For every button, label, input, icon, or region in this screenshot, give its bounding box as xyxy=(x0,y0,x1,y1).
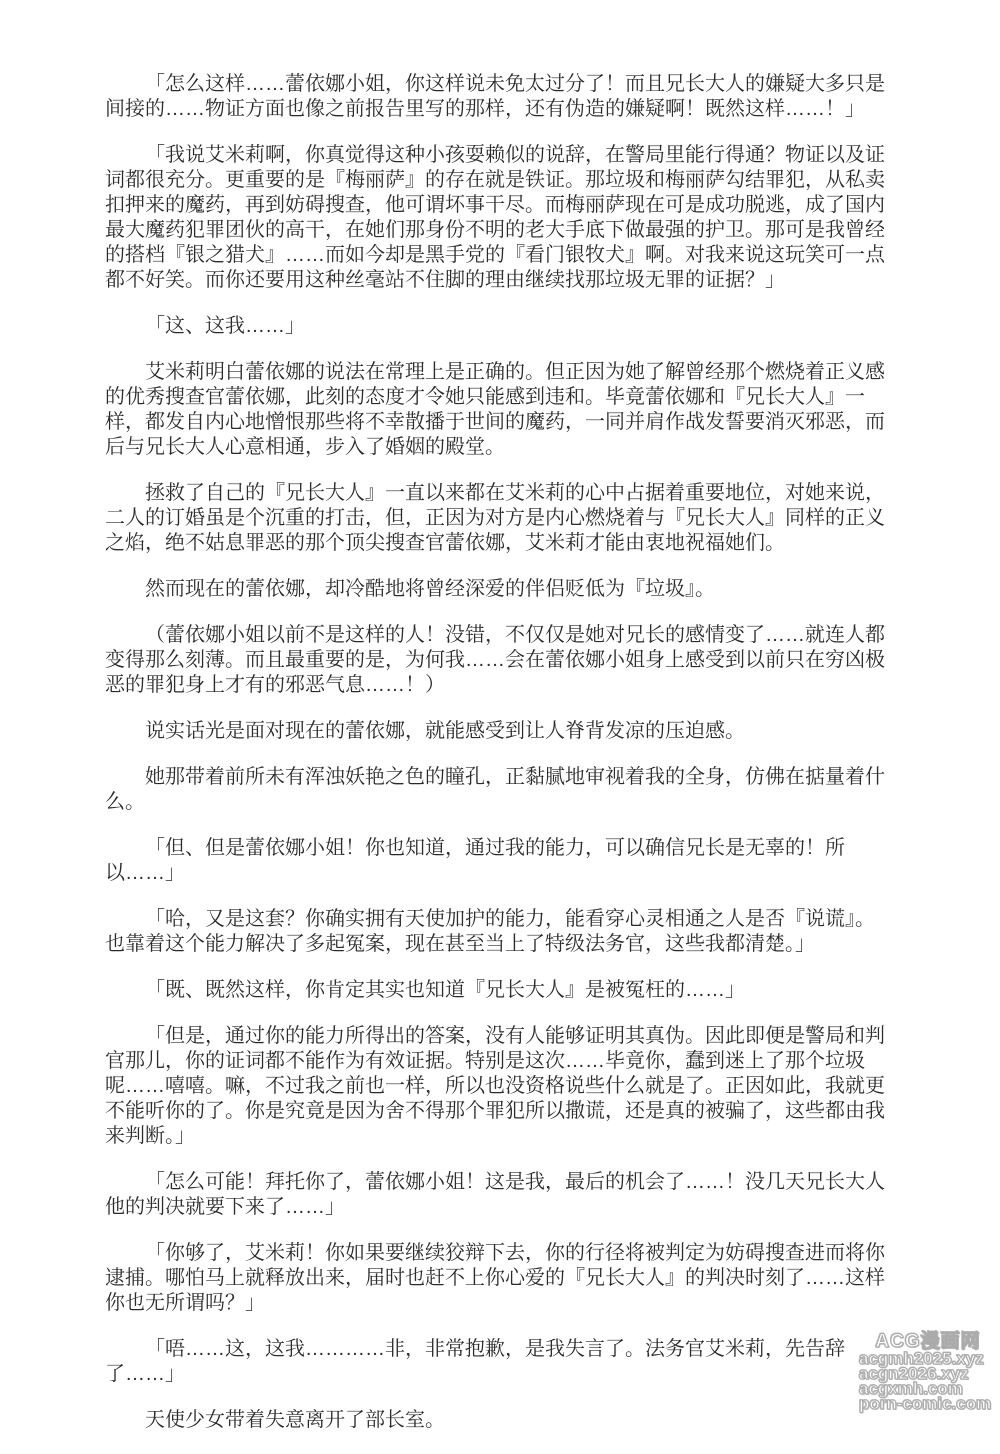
watermark-url: porn-comic.com xyxy=(859,1394,992,1413)
paragraph-16: 「唔……这，这我…………非，非常抱歉，是我失言了。法务官艾米莉，先告辞了……」 xyxy=(105,1338,845,1385)
paragraph-6: 然而现在的蕾依娜，却冷酷地将曾经深爱的伴侣贬低为『垃圾』。 xyxy=(145,578,715,600)
site-watermark xyxy=(859,1333,997,1411)
paragraph-17: 天使少女带着失意离开了部长室。 xyxy=(145,1409,445,1431)
paragraph-11: 「哈，又是这套？你确实拥有天使加护的能力，能看穿心灵相通之人是否『说谎』。也靠着这个能力解决了多起冤案，现在甚至当上了特级法务官，这些我都清楚。」 xyxy=(105,908,875,955)
paragraph-7: （蕾依娜小姐以前不是这样的人！没错，不仅仅是她对兄长的感情变了……就连人都变得那么刻薄。而且最重要的是，为何我……会在蕾依娜小姐身上感受到以前只在穷凶极恶的罪犯身上才有的邪恶气息……！） xyxy=(105,624,885,696)
novel-text-page xyxy=(105,72,889,1454)
paragraph-9: 她那带着前所未有浑浊妖艳之色的瞳孔，正黏腻地审视着我的全身，仿佛在掂量着什么。 xyxy=(105,766,885,813)
watermark-url: acgmh2025.xyz xyxy=(859,1349,984,1368)
paragraph-15: 「你够了，艾米莉！你如果要继续狡辩下去，你的行径将被判定为妨碍搜查进而将你逮捕。哪怕马上就释放出来，届时也赶不上你心爱的『兄长大人』的判决时刻了……这样你也无所谓吗？」 xyxy=(105,1242,885,1314)
paragraph-10: 「但、但是蕾依娜小姐！你也知道，通过我的能力，可以确信兄长是无辜的！所以……」 xyxy=(105,837,845,884)
paragraph-14: 「怎么可能！拜托你了，蕾依娜小姐！这是我，最后的机会了……！没几天兄长大人他的判决就要下来了……」 xyxy=(105,1171,885,1218)
paragraph-1: 「怎么这样……蕾依娜小姐，你这样说未免太过分了！而且兄长大人的嫌疑大多只是间接的……物证方面也像之前报告里写的那样，还有伪造的嫌疑啊！既然这样……！」 xyxy=(105,73,885,120)
paragraph-2: 「我说艾米莉啊，你真觉得这种小孩耍赖似的说辞，在警局里能行得通？物证以及证词都很充分。更重要的是『梅丽萨』的存在就是铁证。那垃圾和梅丽萨勾结罪犯，从私卖扣押来的魔药，再到妨碍搜查，他可谓坏事干尽。而梅丽萨现在可是成功脱逃，成了国内最大魔药犯罪团伙的高干，在她们那身份不明的老大手底下做最强的护卫。那可是我曾经的搭档『银之猎犬』……而如今却是黑手党的『看门银牧犬』啊。对我来说这玩笑可一点都不好笑。而你还要用这种丝毫站不住脚的理由继续找那垃圾无罪的证据？」 xyxy=(105,144,885,291)
paragraph-5: 拯救了自己的『兄长大人』一直以来都在艾米莉的心中占据着重要地位，对她来说，二人的订婚虽是个沉重的打击，但，正因为对方是内心燃烧着与『兄长大人』同样的正义之焰，绝不姑息罪恶的那个顶尖搜查官蕾依娜，艾米莉才能由衷地祝福她们。 xyxy=(105,482,885,554)
paragraph-8: 说实话光是面对现在的蕾依娜，就能感受到让人脊背发凉的压迫感。 xyxy=(145,720,745,742)
watermark-url: acgn2026.xyz xyxy=(859,1364,969,1383)
paragraph-4: 艾米莉明白蕾依娜的说法在常理上是正确的。但正因为她了解曾经那个燃烧着正义感的优秀搜查官蕾依娜，此刻的态度才令她只能感到违和。毕竟蕾依娜和『兄长大人』一样，都发自内心地憎恨那些将不幸散播于世间的魔药，一同并肩作战发誓要消灭邪恶，而后与兄长大人心意相通，步入了婚姻的殿堂。 xyxy=(105,361,885,458)
paragraph-13: 「但是，通过你的能力所得出的答案，没有人能够证明其真伪。因此即便是警局和判官那儿，你的证词都不能作为有效证据。特别是这次……毕竟你，蠢到迷上了那个垃圾呢……嘻嘻。嘛，不过我之前也一样，所以也没资格说些什么就是了。正因如此，我就更不能听你的了。你是究竟是因为舍不得那个罪犯所以撒谎，还是真的被骗了，这些都由我来判断。」 xyxy=(105,1025,885,1147)
watermark-site-title: ACG漫画网 xyxy=(875,1331,981,1352)
paragraph-3: 「这、这我……」 xyxy=(145,315,305,337)
paragraph-12: 「既、既然这样，你肯定其实也知道『兄长大人』是被冤枉的……」 xyxy=(145,979,745,1001)
watermark-url: acgxmh.com xyxy=(859,1379,963,1398)
